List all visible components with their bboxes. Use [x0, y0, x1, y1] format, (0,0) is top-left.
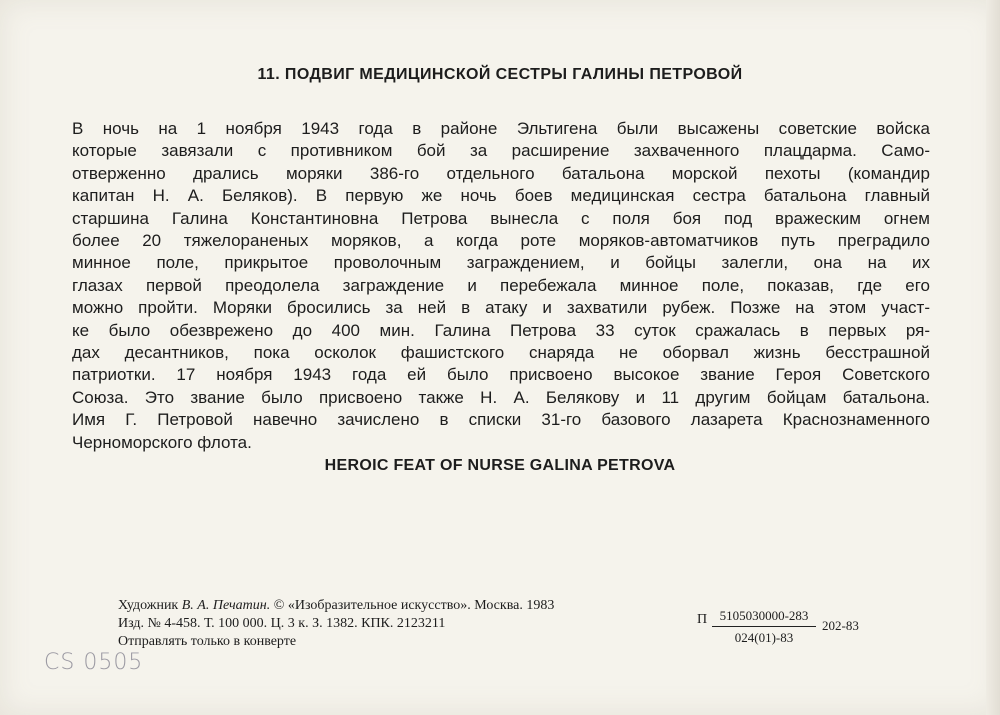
body-line: глазах первой преодолела заграждение и перебежала минное поле, показав, где его	[72, 275, 930, 295]
price-code-numerator: 5105030000-283	[712, 608, 816, 627]
imprint-note: Отправлять только в конверте	[118, 634, 297, 649]
imprint-details: Изд. № 4-458. Т. 100 000. Ц. 3 к. З. 1382. КПК. 2123211	[118, 616, 446, 631]
body-line: патриотки. 17 ноября 1943 года ей было присвоено высокое звание Героя Советского	[72, 365, 930, 385]
english-title: HEROIC FEAT OF NURSE GALINA PETROVA	[324, 457, 676, 474]
body-line: Союза. Это звание было присвоено также Н. А. Белякову и 11 другим бойцам батальона.	[72, 387, 930, 407]
body-line: минное поле, прикрытое проволочным заграждением, и бойцы залегли, она на их	[72, 253, 930, 273]
price-code-fraction	[712, 608, 816, 646]
body-line: отверженно дрались моряки 386-го отдельного батальона морской пехоты (командир	[72, 163, 930, 183]
price-code-index: 202-83	[822, 618, 859, 633]
publisher: © «Изобразительное искусство». Москва. 1983	[273, 598, 555, 613]
imprint	[118, 597, 678, 651]
imprint-artist-line	[118, 597, 678, 615]
page-title: 11. ПОДВИГ МЕДИЦИНСКОЙ СЕСТРЫ ГАЛИНЫ ПЕТРОВОЙ	[257, 66, 743, 83]
body-line: более 20 тяжелораненых моряков, а когда роте моряков-автоматчиков путь преградило	[72, 231, 930, 251]
body-line: капитан Н. А. Беляков). В первую же ночь боев медицинская сестра батальона главный	[72, 186, 930, 206]
body-line: ке было обезврежено до 400 мин. Галина Петрова 33 суток сражалась в первых ря-	[72, 320, 930, 340]
body-line: можно пройти. Моряки бросились за ней в атаку и захватили рубеж. Позже на этом участ-	[72, 298, 930, 318]
price-code-denominator: 024(01)-83	[734, 630, 794, 645]
body-line: старшина Галина Константиновна Петрова вынесла с поля боя под вражеским огнем	[72, 208, 930, 228]
body-line: дах десантников, пока осколок фашистского снаряда не оборвал жизнь бесстрашной	[72, 343, 930, 363]
body-line: Имя Г. Петровой навечно зачислено в списки 31-го базового лазарета Краснознаменного	[72, 410, 930, 430]
body-text	[72, 118, 930, 454]
price-code-prefix: П	[697, 612, 708, 627]
artist-label: Художник	[118, 598, 179, 613]
archive-stamp: CS 0505	[44, 650, 144, 675]
card-edge	[986, 0, 1000, 715]
body-line: которые завязали с противником бой за расширение захваченного плацдарма. Само-	[72, 141, 930, 161]
body-line: В ночь на 1 ноября 1943 года в районе Эльтигена были высажены советские войска	[72, 119, 930, 138]
body-line: Черноморского флота.	[72, 432, 252, 452]
artist-name: В. А. Печатин.	[181, 598, 271, 613]
